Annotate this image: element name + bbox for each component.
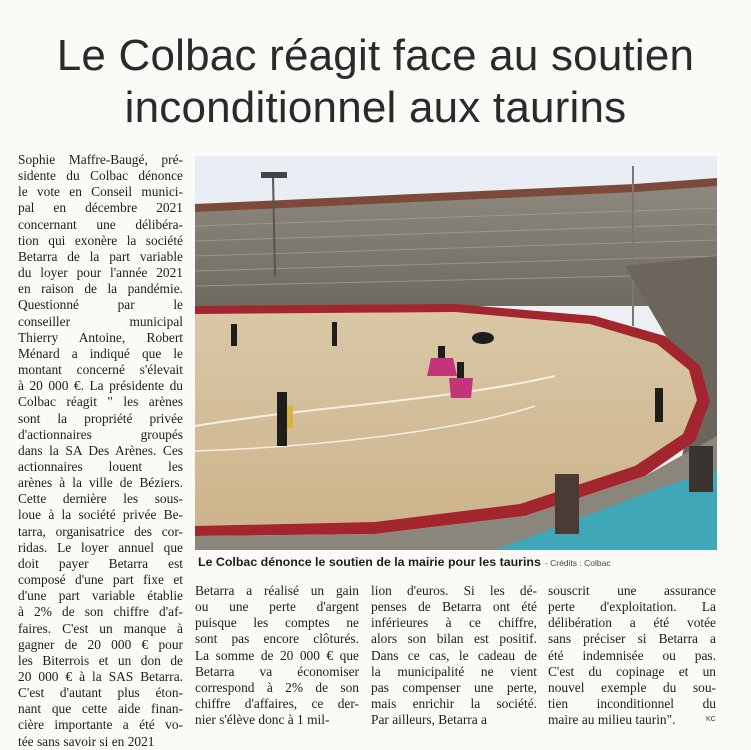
- headline-line-2: inconditionnel aux taurins: [124, 83, 627, 132]
- article-line: Betarra a réalisé un gain: [195, 583, 359, 598]
- article-line: La somme de 20 000 € que: [195, 647, 359, 663]
- article-line: lion d'euros. Si les dé-: [371, 583, 537, 598]
- article-line: ridas. Le loyer annuel que: [18, 539, 183, 555]
- article-line: d'actionnaires groupés: [18, 426, 183, 442]
- article-line: délibération a été votée: [548, 615, 716, 631]
- article-line: montant concerné s'élevait: [18, 362, 183, 378]
- article-line: composé d'une part fixe et: [18, 572, 183, 588]
- article-line: inférieures à ce chiffre,: [371, 615, 537, 631]
- article-line: C'est d'autant plus éton-: [18, 685, 183, 701]
- author-signature: KC: [706, 716, 716, 723]
- article-line: doit payer Betarra est: [18, 555, 183, 571]
- arena-photo-illustration: [195, 156, 717, 550]
- article-line: actionnaires louent les: [18, 458, 183, 474]
- article-line: à 20 000 €. La présidente du: [18, 378, 183, 394]
- article-line: pal en décembre 2021: [18, 200, 183, 216]
- article-line: sans préciser si Betarra a: [548, 631, 716, 647]
- article-line: tion qui exonère la société: [18, 232, 183, 248]
- article-line: mais enrichir la société.: [371, 696, 537, 712]
- article-line: le vote en Conseil munici-: [18, 184, 183, 200]
- article-line: nier s'élève donc à 1 mil-: [195, 712, 330, 728]
- article-line: les Biterrois et un don de: [18, 652, 183, 668]
- article-line: penses de Betarra ont été: [371, 599, 537, 615]
- article-line: tarra, organisatrice des cor-: [18, 523, 183, 539]
- article-line: à 2% de son chiffre d'af-: [18, 604, 183, 620]
- article-line: concernant une délibéra-: [18, 216, 183, 232]
- article-line: sont pas encore clôturés.: [195, 631, 359, 647]
- article-line: la municipalité ne vient: [371, 663, 537, 679]
- article-line: tien inconditionnel du: [548, 696, 716, 712]
- article-line: correspond à 2% de son: [195, 679, 359, 695]
- article-line: Questionné par le: [18, 297, 183, 313]
- article-line: Betarra de la part variable: [18, 248, 183, 264]
- photo-credit: - Crédits : Colbac: [544, 558, 611, 568]
- article-line: en raison de la pandémie.: [18, 281, 183, 297]
- article-column-3: [371, 583, 537, 728]
- photo-caption: [198, 553, 718, 571]
- article-line: conseiller municipal: [18, 313, 183, 329]
- arena-photo: [195, 156, 717, 550]
- article-line: tée sans savoir si en 2021: [18, 733, 155, 749]
- article-line: loue à la société privée Be-: [18, 507, 183, 523]
- headline: [0, 30, 751, 134]
- article-line: C'est du copinage et un: [548, 663, 716, 679]
- article-line: Dans ce cas, le cadeau de: [371, 647, 537, 663]
- article-line: sidente du Colbac dénonce: [18, 168, 183, 184]
- article-line: perte d'exploitation. La: [548, 599, 716, 615]
- article-line: sont la propriété privée: [18, 410, 183, 426]
- article-line: nant que cette aide finan-: [18, 701, 183, 717]
- article-line: puisque les comptes ne: [195, 615, 359, 631]
- article-line: nouvel exemple du sou-: [548, 679, 716, 695]
- article-line: Betarra va économiser: [195, 663, 359, 679]
- article-line: dans la SA Des Arènes. Ces: [18, 442, 183, 458]
- article-line: faires. C'est un manque à: [18, 620, 183, 636]
- article-line: chiffre d'affaires, ce der-: [195, 696, 359, 712]
- article-line: du loyer pour l'année 2021: [18, 265, 183, 281]
- article-column-2: [195, 583, 359, 728]
- article-line: Colbac réagit " les arènes: [18, 394, 183, 410]
- caption-text: Le Colbac dénonce le soutien de la mairie pour les taurins: [198, 555, 541, 569]
- article-line: Ménard a indiqué que le: [18, 345, 183, 361]
- article-line: gagner de 20 000 € pour: [18, 636, 183, 652]
- article-column-4: [548, 583, 716, 728]
- article-line: cière importante a été vo-: [18, 717, 183, 733]
- article-line: ou une perte d'argent: [195, 599, 359, 615]
- article-line: Cette dernière les sous-: [18, 491, 183, 507]
- article-line: arènes à la ville de Béziers.: [18, 475, 183, 491]
- article-line: pas compenser une perte,: [371, 679, 537, 695]
- article-line: maire au milieu taurin".: [548, 712, 676, 728]
- article-line: 20 000 € à la SAS Betarra.: [18, 669, 183, 684]
- article-line: alors son bilan est positif.: [371, 631, 537, 647]
- article-line: été indemnisée ou pas.: [548, 647, 716, 663]
- article-line: Sophie Maffre-Baugé, pré-: [18, 152, 183, 167]
- article-column-1: [18, 152, 183, 750]
- article-line: d'une part variable établie: [18, 588, 183, 604]
- headline-line-1: Le Colbac réagit face au soutien: [56, 31, 695, 80]
- article-line: Thierry Antoine, Robert: [18, 329, 183, 345]
- article-line: Par ailleurs, Betarra a: [371, 712, 487, 728]
- article-line: souscrit une assurance: [548, 583, 716, 598]
